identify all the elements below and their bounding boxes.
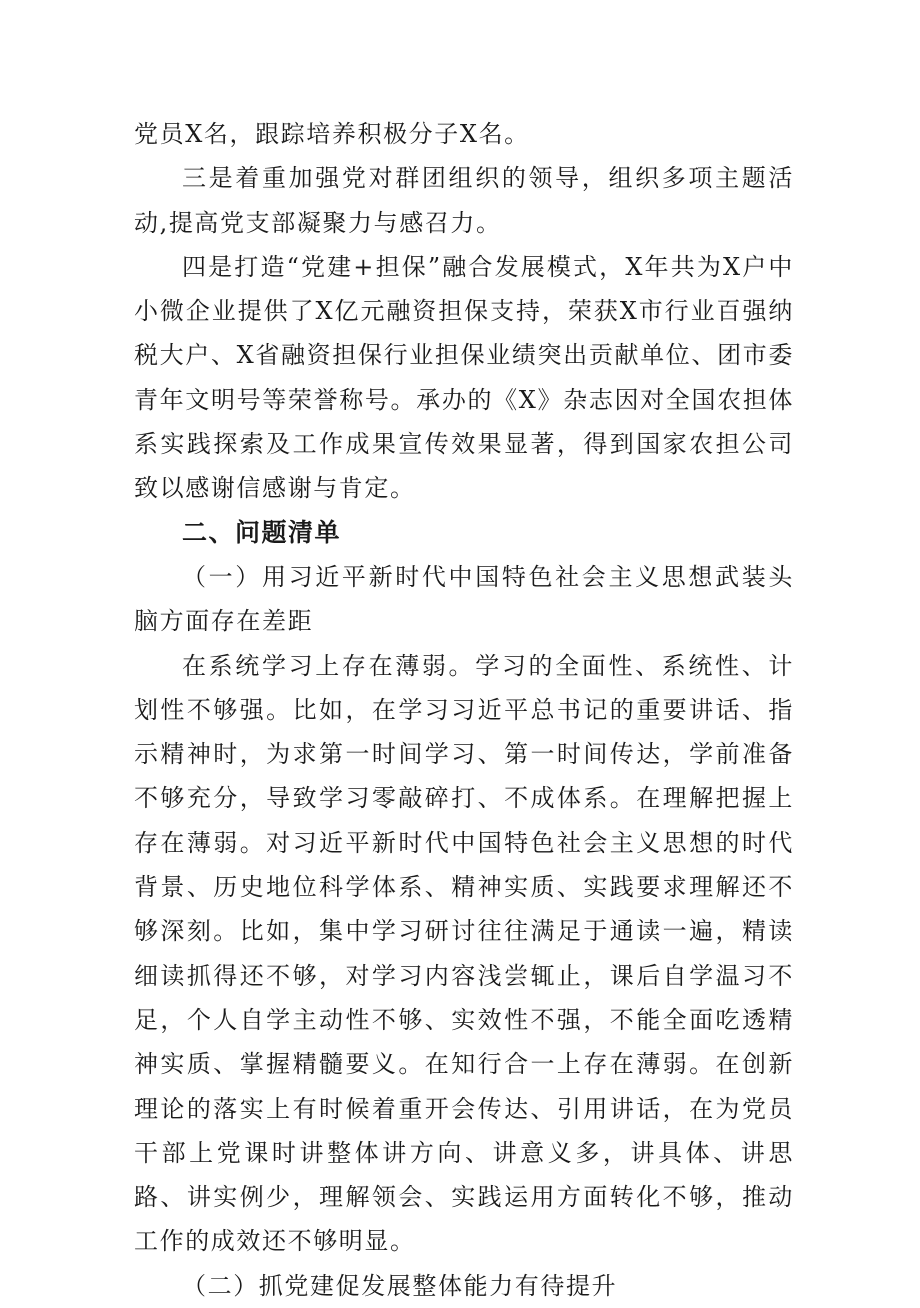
paragraph-study-gaps: 在系统学习上存在薄弱。学习的全面性、系统性、计划性不够强。比如，在学习习近平总书记的重要讲话、指示精神时，为求第一时间学习、第一时间传达，学前准备不够充分，导致学习零敲碎打、不成体系。在理解把握上存在薄弱。对习近平新时代中国特色社会主义思想的时代背景、历史地位科学体系、精神实质、实践要求理解还不够深刻。比如，集中学习研讨往往满足于通读一遍，精读细读抓得还不够，对学习内容浅尝辄止，课后自学温习不足，个人自学主动性不够、实效性不强，不能全面吃透精神实质、掌握精髓要义。在知行合一上存在薄弱。在创新理论的落实上有时候着重开会传达、引用讲话，在为党员干部上党课时讲整体讲方向、讲意义多，讲具体、讲思路、讲实例少，理解领会、实践运用方面转化不够，推动工作的成效还不够明显。 bbox=[134, 651, 794, 1256]
subheading-one: （一）用习近平新时代中国特色社会主义思想武装头脑方面存在差距 bbox=[134, 562, 794, 636]
section-heading-problem-list: 二、问题清单 bbox=[182, 517, 342, 547]
paragraph-point-four: 四是打造“党建+担保”融合发展模式，X年共为X户中小微企业提供了X亿元融资担保支持，荣获X市行业百强纳税大户、X省融资担保行业担保业绩突出贡献单位、团市委青年文明号等荣誉称号。承办的《X》杂志因对全国农担体系实践探索及工作成果宣传效果显著，得到国家农担公司致以感谢信感谢与肯定。 bbox=[134, 252, 794, 503]
document-body bbox=[134, 112, 794, 1308]
subheading-two: （二）抓党建促发展整体能力有待提升 bbox=[182, 1271, 618, 1300]
paragraph-party-members: 党员X名，跟踪培养积极分子X名。 bbox=[134, 120, 530, 148]
paragraph-point-three: 三是着重加强党对群团组织的领导，组织多项主题活动,提高党支部凝聚力与感召力。 bbox=[134, 164, 794, 237]
